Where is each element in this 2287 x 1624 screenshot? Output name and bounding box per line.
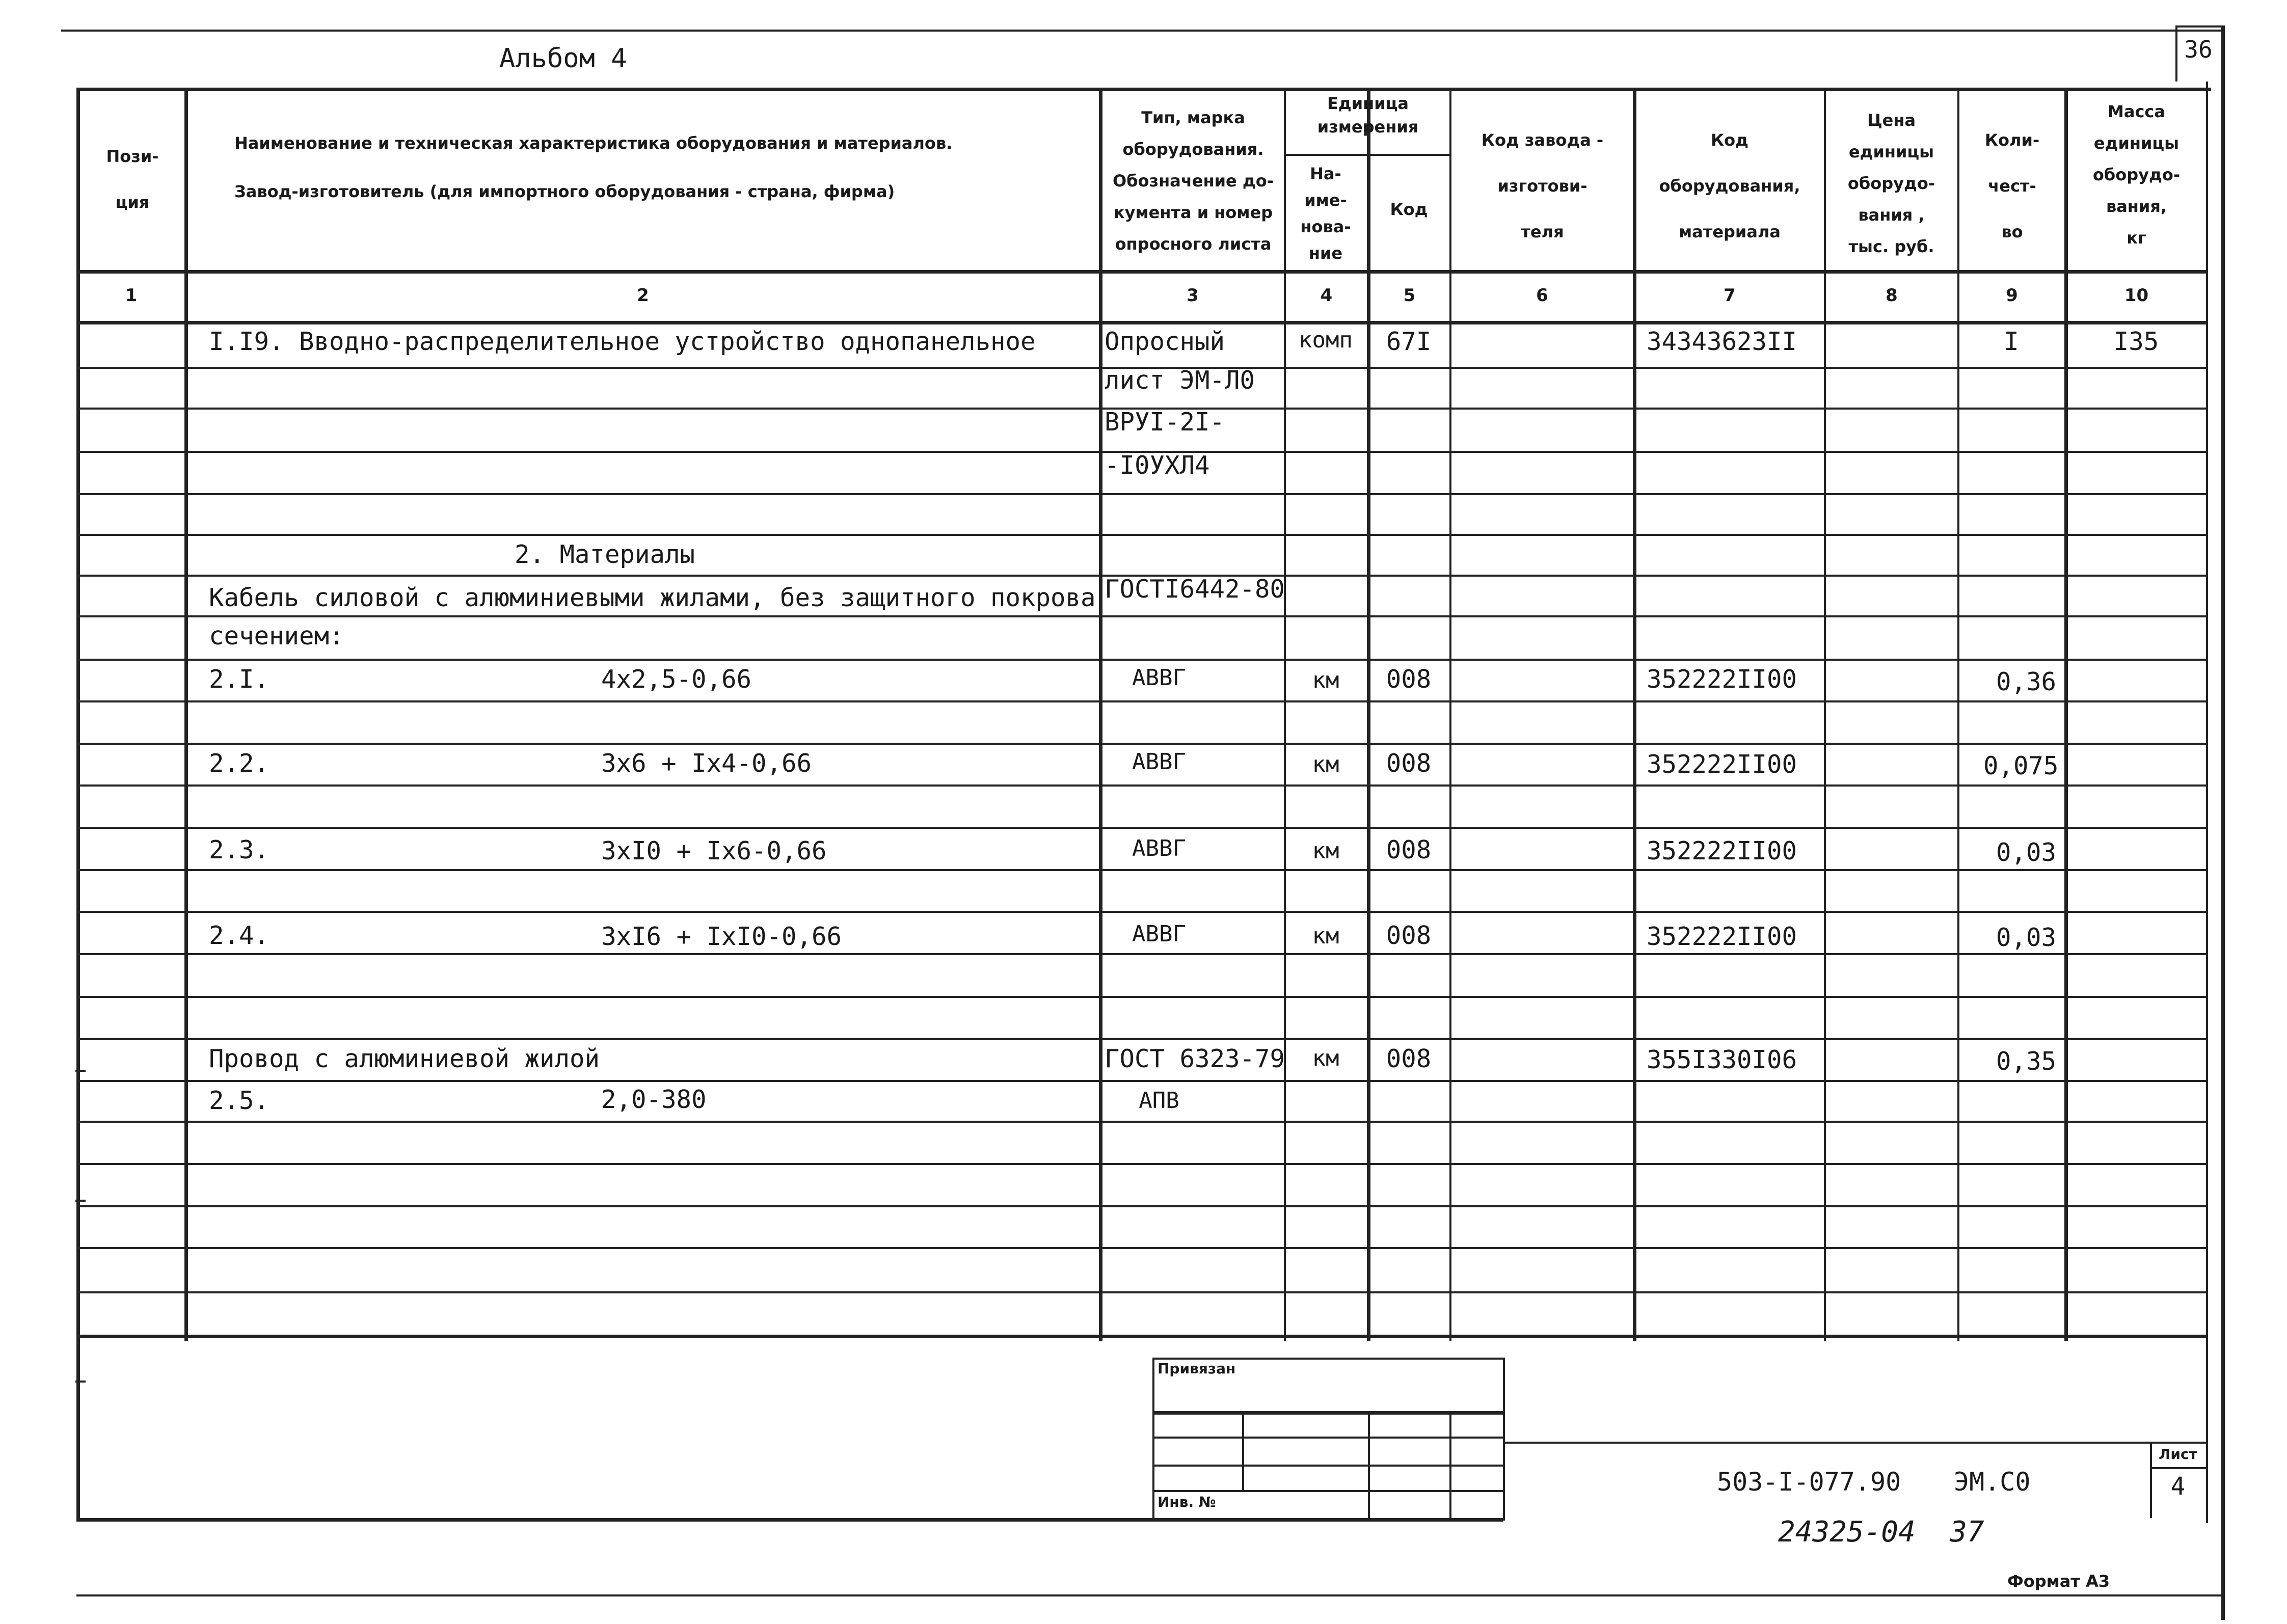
sheet-number: 4 [2170,1472,2186,1501]
sheet-corner-number: 36 [2184,36,2213,63]
row-mass: I35 [2113,327,2159,356]
row-unit: комп [1299,327,1353,353]
row-type: АПВ [1139,1088,1179,1114]
row-unit: км [1312,838,1339,864]
row-position: 2.5. [209,1086,270,1115]
row-position: 2.2. [209,749,270,778]
header-position: Пози- ция [106,147,159,212]
handwritten-number: 24325-04 37 [1778,1515,1984,1549]
row-name: I.I9. Вводно-распределительное устройство однопанельное [209,327,1036,356]
row-quantity: 0,03 [1996,923,2057,952]
header-name-line2: Завод-изготовитель (для импортного оборудования - страна, фирма) [234,182,895,201]
row-code: 008 [1386,1044,1432,1073]
row-code: 008 [1386,921,1432,950]
row-spec: 4х2,5-0,66 [601,665,752,694]
col-number: 10 [2124,285,2149,306]
col-number: 9 [2006,285,2018,306]
row-position: 2.I. [209,665,270,694]
row-type: -I0УХЛ4 [1105,451,1210,480]
row-spec: 3хI0 + Iх6-0,66 [601,836,827,865]
row-unit: км [1312,923,1339,949]
row-quantity: I [2004,327,2019,356]
row-name: Кабель силовой с алюминиевыми жилами, без защитного покрова [209,583,1096,612]
header-name-line1: Наименование и техническая характеристика оборудования и материалов. [234,133,953,153]
row-type: ВРУI-2I- [1105,408,1225,437]
row-quantity: 0,35 [1996,1047,2057,1076]
row-unit: км [1312,751,1339,777]
sheet-label: Лист [2159,1446,2197,1463]
row-type: Опросный [1105,327,1225,356]
col-number: 2 [637,285,649,306]
header-quantity: Коли- чест- во [1984,130,2040,241]
row-type: АВВГ [1132,665,1186,691]
row-spec: 2,0-380 [601,1085,707,1114]
row-code: 008 [1386,835,1432,864]
header-price: Цена единицы оборудо- вания , тыс. руб. [1847,111,1935,256]
col-number: 3 [1187,285,1199,306]
doc-mark: ЭМ.С0 [1954,1467,2031,1497]
row-type: ГОСТI6442-80 [1105,575,1285,604]
col-number: 4 [1320,285,1333,306]
row-quantity: 0,075 [1983,751,2059,780]
doc-code: 503-I-077.90 [1717,1467,1901,1497]
header-unit-name: На- име- нова- ние [1300,164,1351,263]
col-number: 6 [1536,285,1548,306]
row-quantity: 0,36 [1996,667,2057,696]
row-position: 2.3. [209,835,270,864]
row-code: 008 [1386,665,1432,694]
row-type: лист ЭМ-Л0 [1105,366,1255,395]
row-material-code: 352222II00 [1647,665,1797,694]
row-material-code: 355I330I06 [1647,1045,1797,1074]
row-type: ГОСТ 6323-79 [1105,1044,1285,1073]
header-unit-group: Единица измерения [1317,94,1419,137]
format-label: Формат А3 [2007,1572,2110,1591]
row-position: 2.4. [209,921,270,950]
col-number: 7 [1724,285,1736,306]
section-title: 2. Материалы [515,540,695,569]
col-number: 8 [1886,285,1898,306]
col-number: 1 [125,285,138,306]
row-material-code: 352222II00 [1647,922,1797,951]
header-type: Тип, марка оборудования. Обозначение до- кумента и номер опросного листа [1113,108,1274,254]
row-material-code: 34343623II [1647,327,1797,356]
row-name: сечением: [209,621,344,651]
row-unit: км [1312,667,1339,693]
stamp-bound-label: Привязан [1158,1360,1236,1377]
row-type: АВВГ [1132,921,1186,947]
row-spec: 3хI6 + IхI0-0,66 [601,922,842,951]
row-quantity: 0,03 [1996,838,2057,867]
header-mass: Масса единицы оборудо- вания, кг [2092,102,2181,248]
row-spec: 3х6 + Iх4-0,66 [601,749,812,778]
album-title: Альбом 4 [499,43,627,74]
row-unit: км [1312,1045,1339,1071]
row-type: АВВГ [1132,835,1186,861]
stamp-inv-label: Инв. № [1158,1494,1216,1510]
row-type: АВВГ [1132,749,1186,775]
row-material-code: 352222II00 [1647,836,1797,865]
header-material-code: Код оборудования, материала [1659,130,1800,241]
header-unit-code: Код [1390,200,1428,219]
row-code: 67I [1386,327,1432,356]
row-material-code: 352222II00 [1647,750,1797,779]
row-name: Провод с алюминиевой жилой [209,1044,600,1073]
col-number: 5 [1403,285,1416,306]
row-code: 008 [1386,749,1432,778]
header-factory-code: Код завода - изготови- теля [1481,130,1604,241]
